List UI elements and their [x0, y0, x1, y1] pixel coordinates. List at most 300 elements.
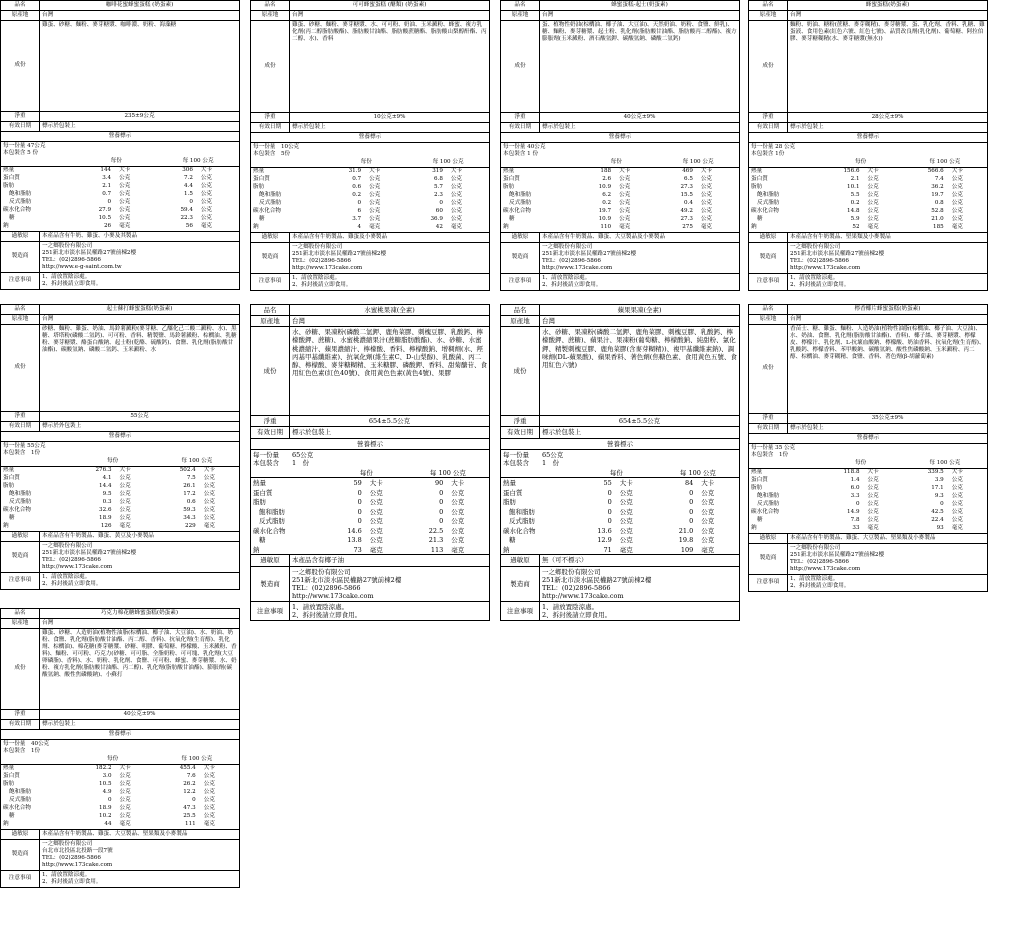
- per-100g-unit: 公克: [203, 797, 215, 804]
- notes-value: [40, 871, 239, 887]
- origin-label: 原產地: [251, 316, 290, 326]
- per-serving-unit: 公克: [369, 498, 383, 507]
- ingredients-label: 成份: [749, 21, 788, 112]
- per-100g-value: 84: [684, 479, 694, 488]
- nutrition-title: 營養標示: [501, 439, 739, 450]
- manufacturer-line: TEL：(02)2896-5866: [542, 257, 601, 264]
- per-100g-value: 0: [189, 199, 193, 206]
- servings-per-pack: 本包裝含 1 份: [503, 150, 539, 157]
- note-line: 2、拆封後請立即食用。: [292, 281, 352, 288]
- per-100g-value: 0: [940, 501, 944, 508]
- per-100g-unit: 毫克: [445, 545, 489, 555]
- origin-row: [501, 316, 739, 327]
- per-100g-value: 0: [689, 507, 694, 516]
- per-100g-unit: 公克: [200, 215, 213, 222]
- notes-value: [788, 575, 987, 591]
- per-100g-unit: 大卡: [700, 168, 713, 175]
- per-serving-value: 182.2: [95, 765, 112, 772]
- per-serving-unit: 公克: [369, 536, 383, 545]
- nutrition-table: [501, 468, 739, 556]
- per-100g-unit: 公克: [951, 509, 963, 516]
- origin-value: 台灣: [42, 11, 54, 18]
- notes-label: 注意事項: [251, 274, 290, 290]
- nutrition-row: [501, 507, 739, 517]
- per-100g-unit: 公克: [951, 517, 963, 524]
- notes-row: [749, 274, 987, 290]
- per-serving-value: 14.6: [347, 526, 362, 535]
- manufacturer-label: 製造商: [1, 542, 40, 572]
- nutrition-row: [1, 466, 239, 475]
- nutrition-row: [251, 535, 489, 545]
- nutrition-title: 營養標示: [251, 439, 489, 450]
- nutrition-row: [251, 216, 489, 224]
- per-100g-value: 455.4: [179, 765, 196, 772]
- per-serving-value: 5.5: [850, 192, 860, 199]
- nutrition-row: [1, 166, 239, 175]
- allergen-label: 過敏原: [1, 232, 40, 241]
- per-serving-value: 110: [575, 224, 613, 233]
- per-100g-unit: 公克: [951, 477, 963, 484]
- manufacturer-label: 製造商: [1, 840, 40, 870]
- allergen-value: 本產品含有牛奶製品、雞蛋、大豆製品及小麥製品: [542, 233, 666, 240]
- nutrient-col-header: [501, 159, 575, 168]
- expiry-row: [1, 720, 239, 730]
- per-100g-value: 15.5: [680, 192, 693, 199]
- allergen-label: 過敏原: [251, 555, 290, 565]
- per-100g-value: 0: [192, 797, 196, 804]
- per-100g-unit: 公克: [203, 491, 215, 498]
- net-weight-label: 淨重: [749, 414, 788, 423]
- per-100g-unit: 公克: [451, 536, 465, 545]
- note-line: 1、請放置陰涼處。: [790, 575, 839, 582]
- manufacturer-line: http://www.173cake.com: [292, 591, 374, 600]
- allergen-label: 過敏原: [1, 532, 40, 541]
- manufacturer-row: [749, 243, 987, 274]
- nutrition-table: [1, 158, 239, 232]
- per-serving-unit: 公克: [119, 515, 131, 522]
- per-serving-unit: 公克: [867, 509, 879, 516]
- nutrition-row: [1, 207, 239, 215]
- per-100g-unit: 大卡: [203, 765, 215, 772]
- per-serving-unit: 公克: [119, 773, 131, 780]
- nutrition-row: [1, 821, 239, 830]
- per-serving-value: 0: [357, 488, 362, 497]
- nutrient-name: 脂肪: [253, 184, 265, 191]
- per-100g-unit: 大卡: [200, 167, 213, 174]
- nutrition-row: [1, 223, 239, 232]
- nutrient-name: 碳水化合物: [503, 208, 531, 215]
- per-100g-value: 7.2: [184, 175, 193, 182]
- per-100g-value: 19.8: [678, 536, 694, 545]
- per-100g-unit: 公克: [203, 475, 215, 482]
- note-line: 1、請放置陰涼處。: [292, 274, 341, 281]
- serving-size: 每一份量 28 公克: [751, 143, 796, 150]
- per-serving-unit: 公克: [369, 192, 381, 199]
- per-100g-value: 306: [182, 167, 193, 174]
- nutrition-row: [251, 200, 489, 208]
- manufacturer-line: TEL：(02)2896-5866: [292, 257, 351, 264]
- per-serving-value: 0.2: [602, 200, 612, 207]
- nutrition-row: [1, 764, 239, 773]
- per-100g-unit: 公克: [203, 515, 215, 522]
- per-serving-unit: 公克: [119, 475, 131, 482]
- notes-row: [251, 602, 489, 620]
- serving-size: 每一份量 65公克: [253, 450, 314, 459]
- expiry-value: 標示於外包裝上: [42, 422, 82, 429]
- per-100g-value: 7.6: [186, 773, 196, 780]
- manufacturer-line: TEL：(02)2896-5866: [790, 558, 849, 565]
- nutrient-name: 鈉: [501, 545, 576, 555]
- per-100g-value: 25.5: [183, 813, 196, 820]
- nutrition-row: [1, 813, 239, 821]
- nutrient-name: 鈉: [1, 223, 75, 232]
- per-serving-unit: 毫克: [614, 545, 657, 555]
- expiry-value: 標示於包裝上: [790, 424, 824, 431]
- nutrition-row: [251, 208, 489, 216]
- per-100g-unit: 公克: [203, 483, 215, 490]
- nutrient-name: 碳水化合物: [751, 509, 779, 516]
- nutrition-table-header: [251, 159, 489, 168]
- per-100g-value: 319: [432, 168, 443, 175]
- per-serving-value: 0.2: [850, 200, 860, 207]
- product-name-label: 品名: [501, 1, 540, 10]
- net-weight-label: 淨重: [1, 112, 40, 121]
- note-line: 2、拆封後請立即食用。: [42, 280, 102, 287]
- per-100g-unit: 大卡: [450, 168, 463, 175]
- servings-per-pack: 本包裝含 1份: [3, 747, 41, 754]
- per-serving-unit: 公克: [119, 813, 131, 820]
- nutrient-name: 糖: [757, 216, 763, 223]
- per-serving-unit: 公克: [867, 192, 879, 199]
- expiry-label: 有效日期: [501, 123, 540, 132]
- per-100g-unit: 公克: [701, 488, 715, 497]
- expiry-value: 標示於包裝上: [292, 123, 326, 130]
- per-100g-unit: 公克: [203, 773, 215, 780]
- product-name-value: 水蜜桃果凍(全素): [364, 306, 415, 314]
- nutrition-table: [749, 159, 987, 233]
- per-serving-value: 2.1: [102, 183, 112, 190]
- nutrition-row: [1, 805, 239, 813]
- nutrient-name: 蛋白質: [3, 475, 20, 482]
- per-serving-value: 144: [100, 167, 112, 174]
- nutrient-name: 反式脂肪: [757, 501, 780, 508]
- per-serving-unit: 大卡: [867, 469, 879, 476]
- nutrition-row: [749, 501, 987, 509]
- allergen-row: [251, 233, 489, 243]
- per-serving-value: 6: [357, 208, 362, 215]
- nutrient-name: 鈉: [1, 523, 71, 532]
- expiry-value: 標示於包裝上: [542, 123, 576, 130]
- nutrition-row: [251, 176, 489, 184]
- origin-row: [1, 11, 239, 21]
- per-serving-unit: 公克: [119, 805, 131, 812]
- per-serving-header: 每份: [71, 458, 155, 467]
- manufacturer-line: 251新北市淡水區民權路27號前棟2樓: [292, 575, 402, 584]
- per-serving-value: 118.8: [843, 469, 860, 476]
- per-100g-unit: 公克: [951, 501, 963, 508]
- per-100g-unit: 公克: [951, 485, 963, 492]
- per-100g-unit: 公克: [951, 184, 963, 191]
- per-serving-value: 14.8: [847, 208, 860, 215]
- nutrient-col-header: [749, 159, 819, 168]
- per-serving-value: 0.7: [102, 191, 112, 198]
- origin-value: 台灣: [42, 619, 54, 626]
- per-serving-value: 126: [71, 523, 114, 532]
- per-100g-unit: 大卡: [951, 469, 963, 476]
- net-weight-row: [501, 416, 739, 427]
- serving-size: 每一份量 47公克: [3, 142, 46, 149]
- nutrient-name: 反式脂肪: [509, 200, 532, 207]
- per-100g-unit: 公克: [951, 200, 963, 207]
- nutrition-row: [749, 224, 987, 233]
- per-serving-unit: 公克: [119, 491, 131, 498]
- per-100g-unit: 公克: [701, 517, 715, 526]
- nutrient-name: 飽和脂肪: [259, 507, 285, 516]
- nutrition-row: [501, 535, 739, 545]
- per-serving-value: 26: [75, 223, 113, 232]
- nutrition-serving-info: [501, 450, 739, 468]
- nutrient-name: 飽和脂肪: [259, 192, 282, 199]
- per-100g-header: 每 100 公克: [155, 756, 239, 765]
- allergen-row: [1, 532, 239, 542]
- nutrient-name: 反式脂肪: [757, 200, 780, 207]
- notes-label: 注意事項: [1, 273, 40, 289]
- manufacturer-line: 251新北市淡水區民權路27號前棟2樓: [790, 551, 885, 558]
- per-100g-value: 27.3: [680, 184, 693, 191]
- per-serving-value: 0: [357, 498, 362, 507]
- ingredients-value: 蛋、植物性奶油(棕櫚油、椰子油、大豆油)、天然奶油、奶粉、食鹽、鮮乳)、糖、麵粉、麥芽糖漿、起士粉、乳化劑(脂肪酸甘油酯、脂肪酸丙二醇酯)、複方膨脹劑(玉米澱粉、酒石酸氫鉀、碳酸氫鈉、磷酸二氫鈣): [542, 21, 737, 42]
- per-serving-value: 10.9: [598, 184, 612, 191]
- nutrient-name: 飽和脂肪: [757, 192, 780, 199]
- per-serving-unit: 毫克: [114, 523, 155, 532]
- serving-size: 每一份量 40公克: [503, 143, 546, 150]
- note-line: 2、拆封後請立即食用。: [542, 281, 602, 288]
- per-100g-value: 36.2: [931, 184, 944, 191]
- per-100g-unit: 大卡: [951, 168, 963, 175]
- nutrition-row: [1, 523, 239, 532]
- origin-value: 台灣: [292, 11, 304, 18]
- notes-row: [501, 274, 739, 290]
- manufacturer-label: 製造商: [749, 243, 788, 273]
- nutrient-name: 熱量: [503, 479, 516, 488]
- per-serving-unit: 公克: [369, 216, 381, 223]
- nutrient-name: 蛋白質: [751, 176, 768, 183]
- per-serving-value: 0.2: [352, 192, 362, 199]
- nutrition-row: [501, 488, 739, 498]
- nutrient-name: 反式脂肪: [259, 517, 285, 526]
- product-name-label: 品名: [251, 305, 290, 315]
- nutrition-row: [251, 192, 489, 200]
- notes-row: [1, 871, 239, 887]
- per-100g-unit: 毫克: [946, 224, 987, 233]
- serving-size: 每一份量 35 公克: [751, 444, 796, 451]
- manufacturer-label: 製造商: [251, 567, 290, 602]
- per-100g-value: 42.5: [931, 509, 944, 516]
- nutrition-row: [501, 497, 739, 507]
- nutrient-name: 碳水化合物: [751, 208, 779, 215]
- nutrient-name: 碳水化合物: [503, 526, 536, 535]
- nutrient-name: 鈉: [1, 821, 71, 830]
- per-100g-unit: 大卡: [701, 479, 715, 488]
- net-weight-value: 35公克±9%: [871, 414, 904, 421]
- nutrient-col-header: [251, 159, 325, 168]
- per-serving-value: 4.9: [102, 789, 112, 796]
- per-100g-unit: 公克: [450, 184, 463, 191]
- nutrition-serving-info: [1, 442, 239, 458]
- nutrition-row: [251, 224, 489, 233]
- product-name-label: 品名: [1, 609, 40, 618]
- ingredients-value: 香苗士、糖、雞蛋、麵粉、人造奶油(植物性油脂(棕櫚油、椰子油、大豆油)、水、奶油、食鹽、乳化劑(脂肪酸甘油酯)、香料)、椰子絲、麥芽糖漿、檸檬皮、檸檬汁、乳化劑、L-抗壞血酸鈉、檸檬酸、奶油香料、抗氧化劑(生育醇)、乳酸鈣、檸檬香料、苯甲酸鈉、碳酸氫鈉、酸性焦磷酸鈉、玉米澱粉、丙二醇、棕櫚油、麥芽糊精、食鹽、香料、著色劑(β-胡蘿蔔素): [790, 325, 985, 360]
- per-100g-unit: 大卡: [203, 467, 215, 474]
- nutrition-table-header: [251, 468, 489, 478]
- expiry-row: [1, 422, 239, 432]
- nutrition-row: [749, 509, 987, 517]
- per-100g-value: 0.8: [934, 200, 944, 207]
- nutrition-row: [501, 478, 739, 488]
- nutrition-serving-info: [749, 444, 987, 460]
- per-100g-value: 59.4: [180, 207, 193, 214]
- nutrient-name: 飽和脂肪: [9, 789, 32, 796]
- per-serving-header: 每份: [819, 460, 903, 469]
- per-100g-value: 0: [689, 488, 694, 497]
- nutrient-name: 糖: [9, 515, 15, 522]
- per-serving-unit: 公克: [619, 208, 631, 215]
- manufacturer-line: 251新北市淡水區民權路27號前棟2樓: [542, 575, 652, 584]
- manufacturer-label: 製造商: [501, 567, 540, 602]
- per-100g-unit: 公克: [450, 208, 463, 215]
- note-line: 1、請放置陰涼處。: [542, 274, 591, 281]
- per-100g-unit: 毫克: [946, 525, 987, 534]
- ingredients-value: 水、砂糖、果凍粉(磷酸二氫鉀、鹿角菜膠、刺槐豆膠、乳酸鈣、檸檬酸鉀、蔗糖)、水蜜桃濃縮果汁(蔗糖脂肪酸酯)、水、砂糖、水蜜桃濃縮汁、蘋果濃縮汁、檸檬酸、香料、檸檬酸鈉、增稠劑(水、羥丙基甲基纖維素)、抗氧化劑(維生素C、D-山梨醇)、乳酸菌、丙二醇、檸檬酸、麥芽糖糊精、玉米糖膠、磷酸鉀、香料、甜菊醣苷、食用紅色色素(紅色40號)、食用黃色色素(黃色4號)、果膠: [292, 328, 487, 377]
- nutrient-name: 糖: [509, 216, 515, 223]
- per-serving-unit: 毫克: [114, 821, 155, 830]
- per-serving-value: 44: [71, 821, 114, 830]
- nutrition-row: [251, 526, 489, 536]
- nutrition-row: [501, 224, 739, 233]
- origin-value: 台灣: [790, 315, 802, 322]
- per-100g-unit: 公克: [203, 789, 215, 796]
- per-serving-value: 73: [326, 545, 364, 555]
- per-serving-unit: 公克: [369, 507, 383, 516]
- per-serving-unit: 公克: [867, 493, 879, 500]
- nutrition-row: [251, 488, 489, 498]
- per-100g-value: 4.4: [184, 183, 193, 190]
- nutrition-serving-info: [1, 740, 239, 756]
- nutrition-row: [1, 483, 239, 491]
- nutrient-name: 飽和脂肪: [509, 507, 535, 516]
- per-serving-unit: 公克: [369, 488, 383, 497]
- ingredients-row: [251, 21, 489, 113]
- net-weight-label: 淨重: [501, 416, 540, 426]
- per-100g-value: 17.1: [931, 485, 944, 492]
- nutrient-name: 熱量: [3, 467, 15, 474]
- nutrition-title: 營養標示: [1, 730, 239, 740]
- per-100g-value: 26.1: [183, 483, 196, 490]
- origin-value: 台灣: [542, 317, 555, 326]
- per-serving-value: 10.2: [99, 813, 112, 820]
- nutrient-col-header: [749, 460, 819, 469]
- per-100g-value: 52.8: [931, 208, 944, 215]
- per-100g-value: 3.9: [934, 477, 944, 484]
- per-serving-unit: 毫克: [363, 224, 407, 233]
- ingredients-label: 成份: [1, 629, 40, 709]
- nutrition-row: [1, 499, 239, 507]
- nutrition-table-header: [749, 159, 987, 168]
- nutrient-name: 蛋白質: [3, 773, 20, 780]
- per-serving-unit: 大卡: [119, 167, 131, 174]
- per-serving-value: 0: [357, 200, 362, 207]
- per-serving-unit: 毫克: [613, 224, 657, 233]
- per-serving-unit: 公克: [867, 216, 879, 223]
- per-serving-value: 2.1: [850, 176, 860, 183]
- per-serving-value: 0: [607, 507, 612, 516]
- per-serving-value: 32.6: [99, 507, 112, 514]
- expiry-label: 有效日期: [1, 122, 40, 131]
- manufacturer-value: [290, 243, 489, 273]
- manufacturer-line: 251新北市淡水區民權路27號前棟2樓: [42, 249, 137, 256]
- nutrient-col-header: [1, 756, 71, 765]
- net-weight-value: 28公克±9%: [871, 113, 904, 120]
- manufacturer-line: http://www.173cake.com: [542, 264, 613, 271]
- per-serving-value: 59: [353, 479, 362, 488]
- nutrient-name: 蛋白質: [751, 477, 768, 484]
- manufacturer-label: 製造商: [501, 243, 540, 273]
- product-name-row: [1, 609, 239, 619]
- per-serving-unit: 公克: [119, 507, 131, 514]
- manufacturer-line: 251新北市淡水區民權路27號前棟2樓: [542, 250, 637, 257]
- manufacturer-value: [540, 243, 739, 273]
- per-serving-value: 12.9: [597, 536, 612, 545]
- product-name-value: 起士蘇打蜂蜜蛋糕(奶蛋素): [106, 306, 173, 312]
- manufacturer-line: 一之鄉股份有限公司: [790, 544, 841, 551]
- net-weight-row: [1, 710, 239, 720]
- net-weight-value: 40公克±9%: [123, 710, 156, 717]
- per-100g-unit: 公克: [200, 207, 213, 214]
- nutrition-table: [501, 159, 739, 233]
- manufacturer-row: [501, 243, 739, 274]
- allergen-row: [501, 555, 739, 566]
- nutrition-row: [1, 491, 239, 499]
- manufacturer-row: [749, 544, 987, 575]
- per-serving-header: 每份: [576, 468, 657, 478]
- manufacturer-line: TEL：(02)2896-5866: [790, 257, 849, 264]
- per-100g-value: 502.4: [179, 467, 196, 474]
- per-100g-value: 1.5: [184, 191, 193, 198]
- expiry-label: 有效日期: [749, 123, 788, 132]
- nutrition-row: [1, 507, 239, 515]
- expiry-row: [749, 123, 987, 133]
- per-serving-value: 55: [603, 479, 612, 488]
- per-100g-value: 0: [439, 517, 444, 526]
- per-serving-header: 每份: [575, 159, 657, 168]
- manufacturer-label: 製造商: [1, 242, 40, 272]
- ingredients-label: 成份: [749, 325, 788, 413]
- nutrition-row: [749, 525, 987, 534]
- manufacturer-line: 台北市北投區北投路一段7號: [42, 847, 113, 854]
- nutrient-name: 脂肪: [3, 781, 15, 788]
- per-serving-value: 9.5: [102, 491, 112, 498]
- ingredients-value: 雞蛋、砂糖、人造奶油(植物性油脂(棕櫚油、椰子油、大豆油)、水、奶油、奶粉、食鹽、乳化劑(脂肪酸甘油酯、丙二醇、香料)、抗氧化劑(生育醇)、乳化劑、棕櫚油)、棉花糖(麥芽糖漿、砂糖、明膠、葡萄糖、檸檬酸、玉米澱粉、香料)、麵粉、可可粉、巧克力(砂糖、可可脂、全脂奶粉、可可塊、乳化劑(大豆卵磷脂)、香料)、水、奶粉、乳化劑、食鹽、可可粉、蜂蜜、麥芽糖漿、水、奶粉、複方乳化劑(脂肪酸甘油酯、丙二醇)、乳化劑(脂肪酸甘油酯)、膨脹劑(碳酸氫鈉、酸性焦磷酸鈉)、小蘇打: [42, 629, 237, 678]
- ingredients-row: [501, 327, 739, 416]
- per-serving-value: 14.9: [847, 509, 860, 516]
- net-weight-row: [749, 113, 987, 123]
- per-serving-unit: 公克: [119, 789, 131, 796]
- net-weight-row: [1, 412, 239, 422]
- nutrition-row: [1, 191, 239, 199]
- nutrition-row: [749, 167, 987, 176]
- notes-value: [40, 273, 239, 289]
- per-100g-unit: 公克: [951, 493, 963, 500]
